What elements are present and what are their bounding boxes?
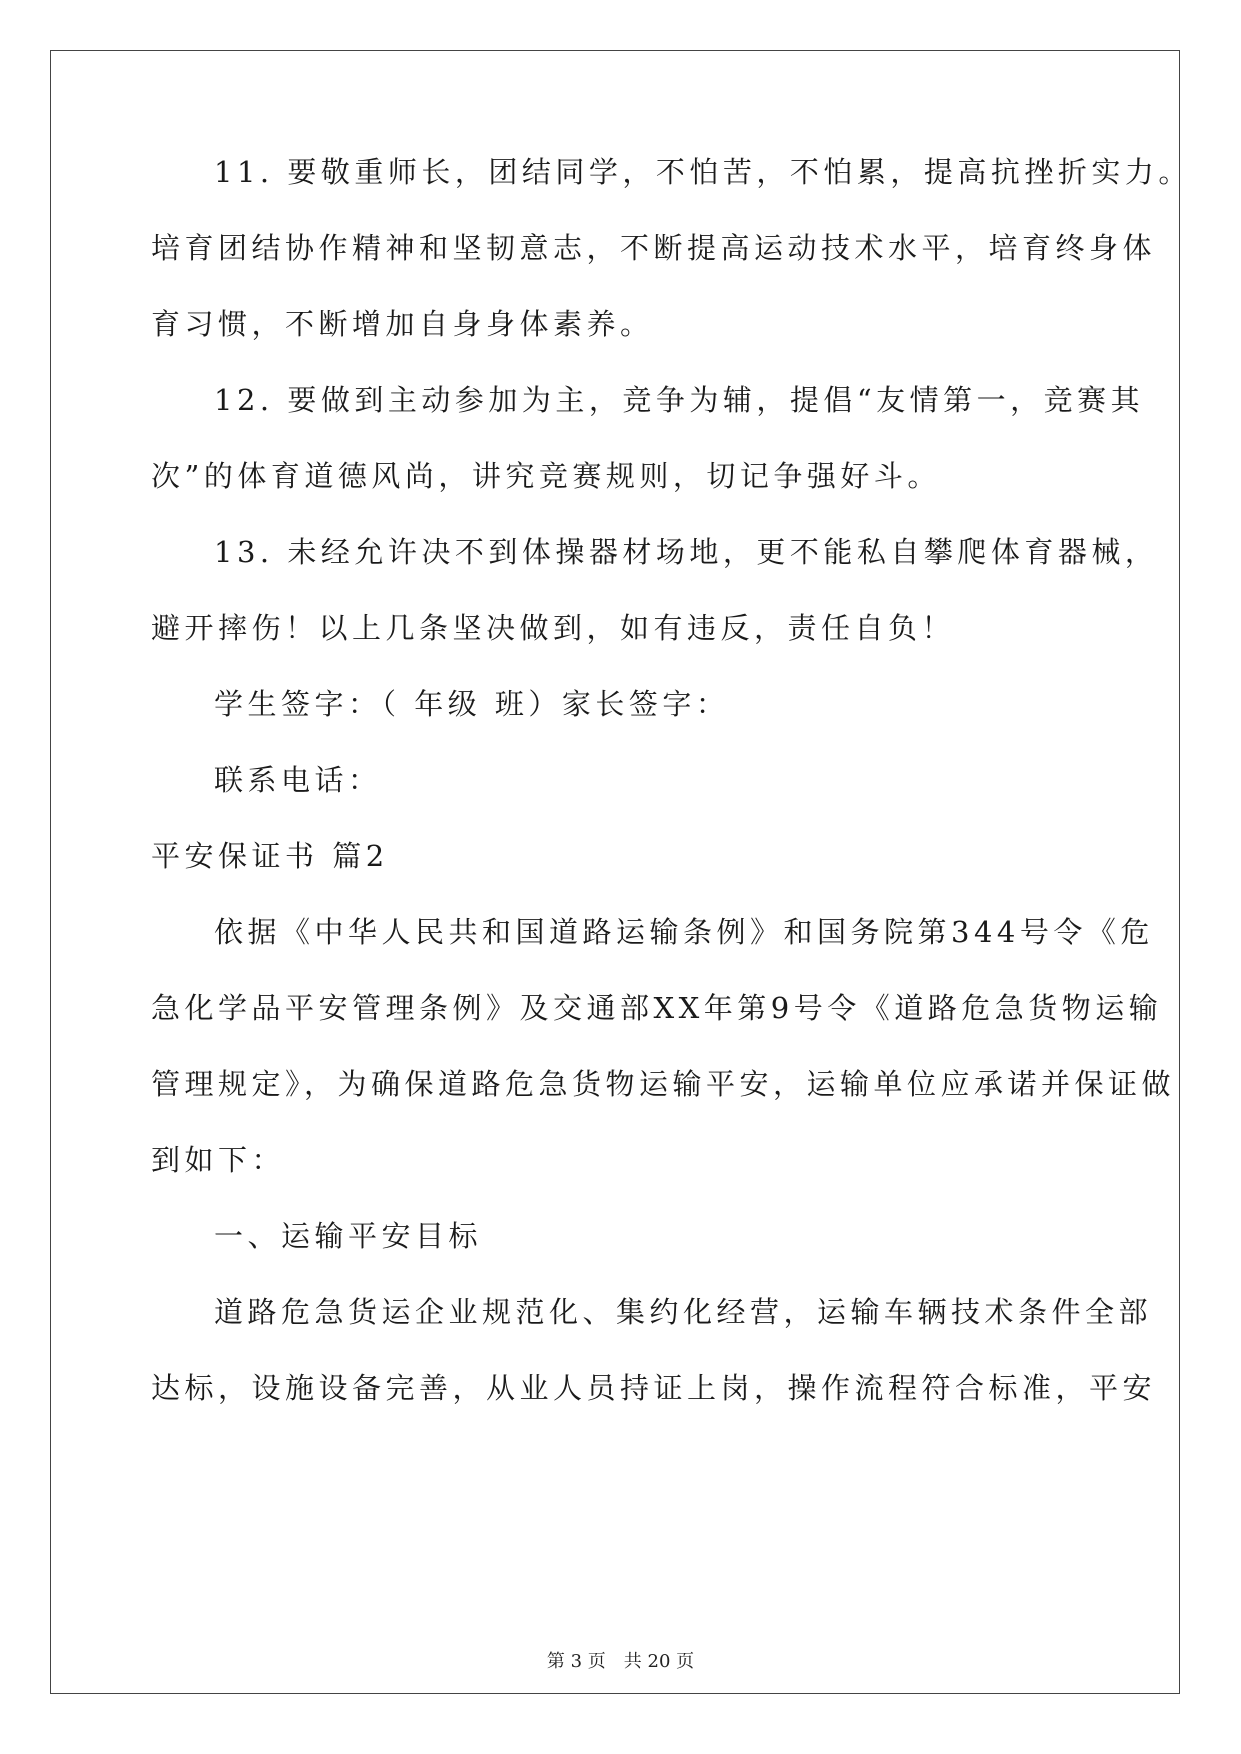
- page-number: 第 3 页 共 20 页: [546, 1651, 695, 1672]
- paragraph-line: 次”的体育道德风尚，讲究竞赛规则，切记争强好斗。: [151, 459, 941, 493]
- subheading: 一、运输平安目标: [214, 1219, 483, 1253]
- paragraph-line: 11. 要敬重师长，团结同学，不怕苦，不怕累，提高抗挫折实力。: [214, 155, 1192, 189]
- paragraph-line: 12. 要做到主动参加为主，竞争为辅，提倡“友情第一，竞赛其: [214, 383, 1145, 417]
- paragraph-line: 急化学品平安管理条例》及交通部XX年第9号令《道路危急货物运输: [151, 991, 1163, 1025]
- paragraph-line: 育习惯，不断增加自身身体素养。: [151, 307, 654, 341]
- paragraph-line: 培育团结协作精神和坚韧意志，不断提高运动技术水平，培育终身体: [151, 231, 1157, 265]
- paragraph-line: 依据《中华人民共和国道路运输条例》和国务院第344号令《危: [214, 915, 1154, 949]
- paragraph-line: 避开摔伤！以上几条坚决做到，如有违反，责任自负！: [151, 611, 956, 645]
- paragraph-line: 道路危急货运企业规范化、集约化经营，运输车辆技术条件全部: [214, 1295, 1153, 1329]
- paragraph-line: 达标，设施设备完善，从业人员持证上岗，操作流程符合标准，平安: [151, 1371, 1157, 1405]
- paragraph-line: 13. 未经允许决不到体操器材场地，更不能私自攀爬体育器械，: [214, 535, 1159, 569]
- section-title: 平安保证书 篇2: [151, 839, 389, 873]
- signature-line: 学生签字：（ 年级 班）家长签字：: [214, 687, 730, 721]
- paragraph-line: 到如下：: [151, 1143, 286, 1177]
- phone-line: 联系电话：: [214, 763, 382, 797]
- paragraph-line: 管理规定》，为确保道路危急货物运输平安，运输单位应承诺并保证做: [151, 1067, 1176, 1101]
